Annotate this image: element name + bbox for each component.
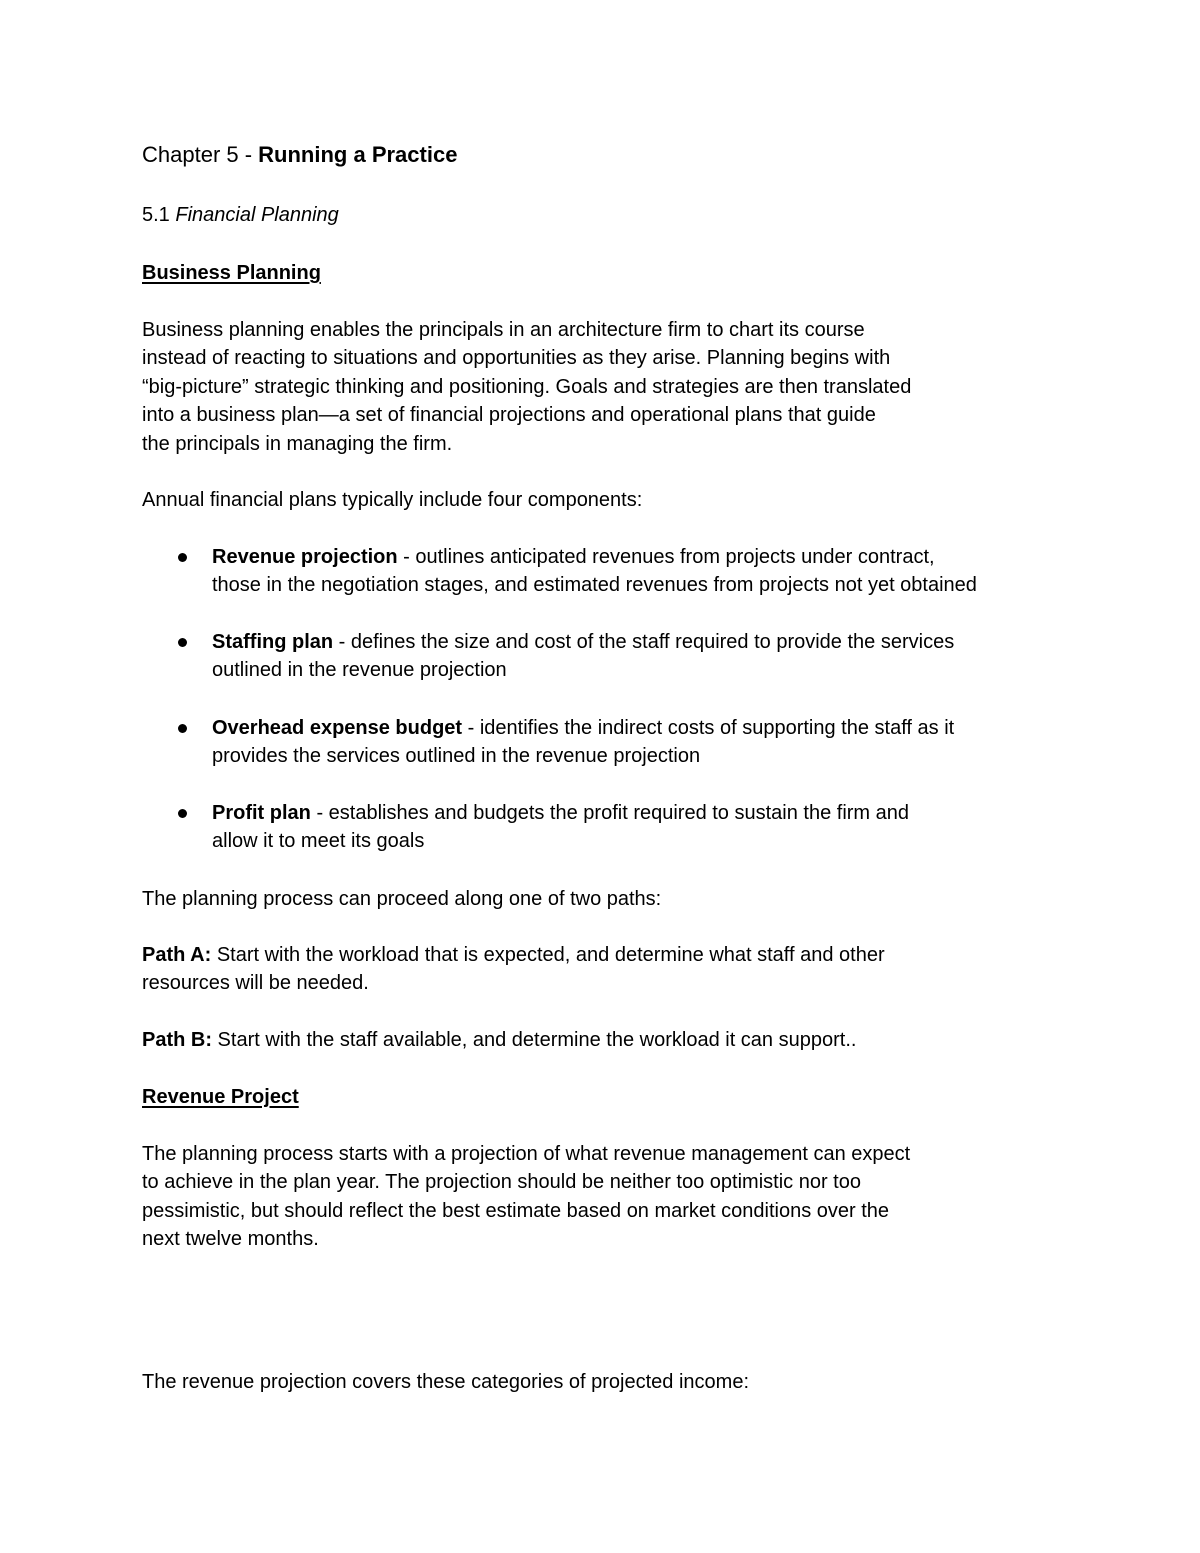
component-desc: outlined in the revenue projection <box>212 659 507 682</box>
chapter-title <box>142 140 457 170</box>
section-number: 5.1 <box>142 204 176 226</box>
list-item <box>212 799 909 856</box>
path-a <box>142 941 885 998</box>
list-item <box>212 628 954 685</box>
revenue-categories-intro: The revenue projection covers these categories of projected income: <box>142 1371 750 1393</box>
bullet-icon <box>178 809 187 818</box>
component-desc: allow it to meet its goals <box>212 830 425 853</box>
chapter-prefix: Chapter 5 - <box>142 142 259 167</box>
component-desc: those in the negotiation stages, and estimated revenues from projects not yet obtained <box>212 574 977 597</box>
paths-intro: The planning process can proceed along one of two paths: <box>142 888 662 910</box>
component-desc: - defines the size and cost of the staff required to provide the services <box>333 631 955 653</box>
revenue-project-paragraph <box>142 1140 910 1254</box>
path-b-label: Path B: <box>142 1029 212 1051</box>
paragraph-line: next twelve months. <box>142 1228 319 1251</box>
heading-revenue-project: Revenue Project <box>142 1086 299 1108</box>
path-a-text: Start with the workload that is expected, and determine what staff and other <box>211 944 885 966</box>
section-title <box>142 201 339 229</box>
paragraph-line: Business planning enables the principals in an architecture firm to chart its course <box>142 319 865 341</box>
component-desc: - outlines anticipated revenues from projects under contract, <box>397 546 935 568</box>
section-name: Financial Planning <box>175 204 339 226</box>
path-a-text: resources will be needed. <box>142 972 369 995</box>
business-planning-paragraph <box>142 316 911 458</box>
component-desc: provides the services outlined in the revenue projection <box>212 745 701 768</box>
bullet-icon <box>178 638 187 647</box>
paragraph-line: pessimistic, but should reflect the best estimate based on market conditions over the <box>142 1199 890 1222</box>
component-term: Revenue projection <box>212 546 398 568</box>
component-term: Staffing plan <box>212 631 334 653</box>
bullet-icon <box>178 724 187 733</box>
chapter-name: Running a Practice <box>258 142 458 167</box>
paragraph-line: into a business plan—a set of financial projections and operational plans that guide <box>142 404 876 427</box>
component-desc: - identifies the indirect costs of supporting the staff as it <box>462 717 955 739</box>
component-desc: - establishes and budgets the profit required to sustain the firm and <box>310 802 910 824</box>
heading-business-planning: Business Planning <box>142 262 321 284</box>
list-item <box>212 543 977 600</box>
component-term: Profit plan <box>212 802 311 824</box>
components-intro: Annual financial plans typically include four components: <box>142 489 643 511</box>
path-b <box>142 1026 856 1054</box>
paragraph-line: to achieve in the plan year. The projection should be neither too optimistic nor too <box>142 1171 861 1194</box>
paragraph-line: “big-picture” strategic thinking and positioning. Goals and strategies are then translated <box>142 375 912 398</box>
paragraph-line: instead of reacting to situations and opportunities as they arise. Planning begins with <box>142 347 891 370</box>
bullet-icon <box>178 553 187 562</box>
list-item <box>212 714 954 771</box>
component-term: Overhead expense budget <box>212 717 463 739</box>
paragraph-line: The planning process starts with a projection of what revenue management can expect <box>142 1143 911 1165</box>
path-a-label: Path A: <box>142 944 212 966</box>
paragraph-line: the principals in managing the firm. <box>142 432 453 455</box>
path-b-text: Start with the staff available, and determine the workload it can support.. <box>212 1029 857 1051</box>
